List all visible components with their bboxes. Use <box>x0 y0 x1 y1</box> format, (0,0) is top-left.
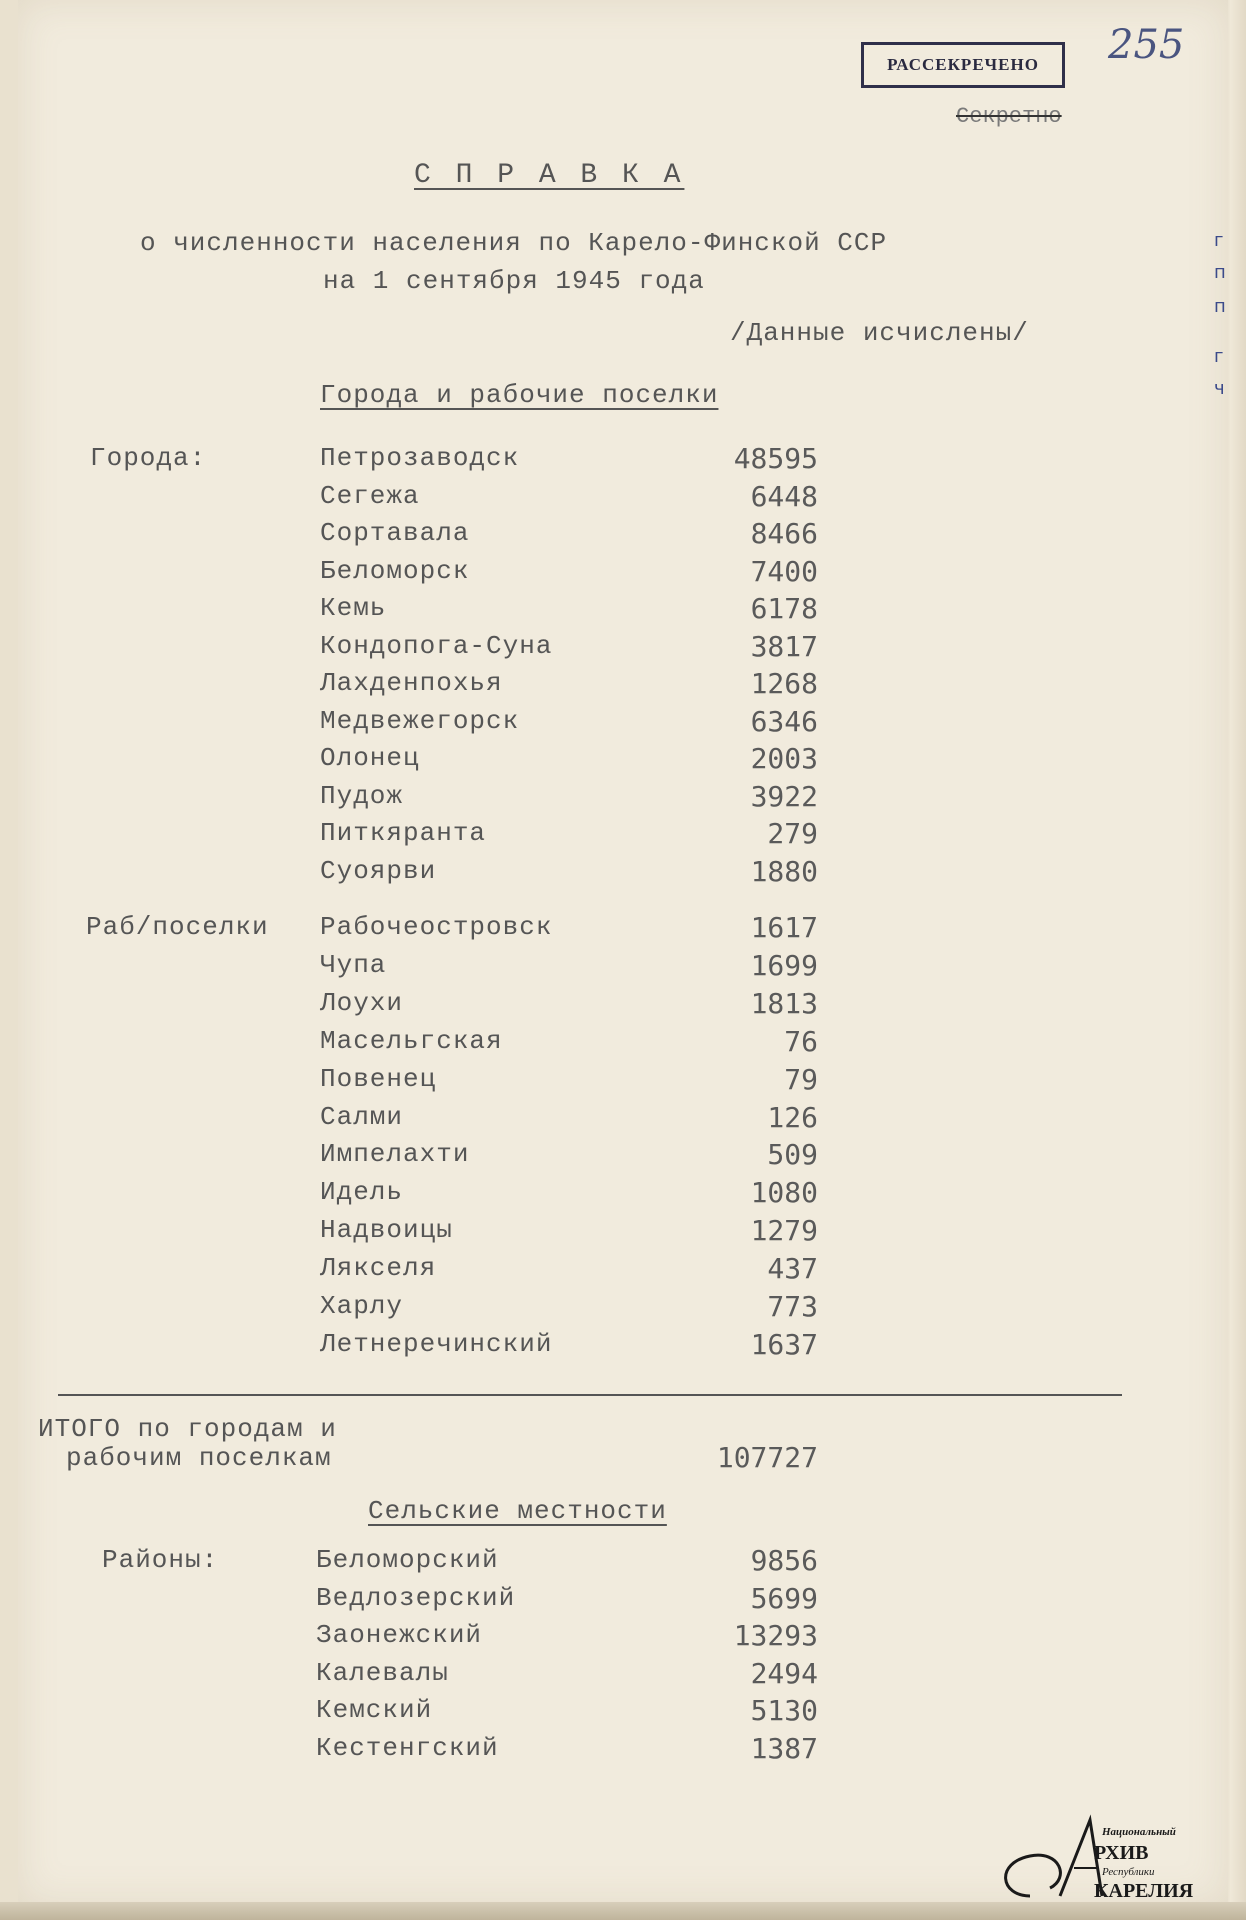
list-item-name: Сегежа <box>320 480 420 511</box>
list-item-name: Импелахти <box>320 1139 470 1170</box>
list-item-name: Лоухи <box>320 987 404 1018</box>
list-item-value: 9856 <box>750 1544 818 1577</box>
list-item-name: Кондопога-Суна <box>320 630 553 661</box>
list-item-value: 8466 <box>750 517 818 550</box>
list-item-name: Летнеречинский <box>320 1328 553 1359</box>
list-item-value: 509 <box>767 1138 818 1172</box>
list-item-value: 1637 <box>750 1327 818 1361</box>
list-item-value: 7400 <box>750 554 818 588</box>
list-item-value: 13293 <box>733 1619 818 1653</box>
logo-text-1: Национальный <box>1102 1826 1176 1838</box>
logo-text-3: Республики <box>1102 1866 1155 1878</box>
list-item-value: 1268 <box>750 667 818 700</box>
list-item-name: Сортавала <box>320 518 470 548</box>
list-item-value: 6448 <box>750 479 818 513</box>
list-item-name: Питкяранта <box>320 818 487 848</box>
list-item-value: 48595 <box>733 442 818 475</box>
list-item-name: Идель <box>320 1177 404 1208</box>
declassified-stamp: РАССЕКРЕЧЕНО <box>861 42 1065 88</box>
archive-logo <box>990 1808 1220 1908</box>
list-item-value: 79 <box>784 1062 818 1096</box>
section-rural-heading: Сельские местности <box>368 1496 667 1526</box>
list-item-name: Беломорск <box>320 555 470 586</box>
list-item-name: Пудож <box>320 780 404 811</box>
list-item-value: 1387 <box>750 1732 818 1765</box>
list-item-value: 3817 <box>750 629 818 663</box>
page-bottom-edge <box>0 1902 1246 1920</box>
list-item-name: Чупа <box>320 949 387 980</box>
list-item-name: Кестенгский <box>316 1733 499 1763</box>
list-item-name: Беломорский <box>316 1545 499 1575</box>
total-label-line-1: ИТОГО по городам и <box>38 1414 337 1444</box>
list-item-value: 773 <box>767 1290 818 1323</box>
list-item-name: Заонежский <box>316 1620 483 1651</box>
list-item-name: Харлу <box>320 1291 404 1321</box>
document-title: С П Р А В К А <box>414 160 685 191</box>
list-item-name: Рабочеостровск <box>320 912 553 942</box>
logo-text-2: РХИВ <box>1094 1842 1149 1864</box>
list-item-value: 5130 <box>750 1694 818 1728</box>
list-item-value: 1880 <box>750 854 818 888</box>
list-item-value: 1279 <box>750 1214 818 1248</box>
total-label-line-2: рабочим поселкам <box>66 1443 332 1473</box>
list-item-name: Кемь <box>320 593 387 623</box>
struck-classification: Секретно <box>956 104 1062 129</box>
list-item-value: 5699 <box>750 1581 818 1615</box>
data-note: /Данные исчислены/ <box>730 318 1029 348</box>
list-item-name: Кемский <box>316 1695 433 1726</box>
list-item-name: Масельгская <box>320 1025 503 1056</box>
cities-label: Города: <box>90 443 207 473</box>
list-item-name: Лахденпохья <box>320 668 503 698</box>
list-item-value: 1080 <box>750 1176 818 1210</box>
list-item-value: 3922 <box>750 779 818 813</box>
list-item-name: Олонец <box>320 743 420 773</box>
document-page: РАССЕКРЕЧЕНО Секретно 255 С П Р А В К А о численности населения по Карело-Финской ССР на 1 сентября 1945 года /Данные исчислены/ Города и рабочие поселки Города: Петрозаводск 48595 Сегежа 6448 Сортавала 8466 Беломорск 7400 Кемь 6178 Кондопога-Суна 3817 Лахденпохья 1268 Медвежегорск 6346 Олонец 2003 Пудож 3922 Питкяранта 279 Суоярви 1880 Раб/поселки Рабочеостровск 1617 Чупа 1699 Лоухи 1813 Масельгская 76 Повенец 79 Салми 126 Импелахти 509 Идель 1080 Надвоицы 1279 Лякселя 437 Харлу 773 Летнеречинский 1637 ИТОГО по городам и рабочим поселкам 107727 Сельские местности Районы: Беломорский 9856 Ведлозерский 5699 Заонежский 13293 Калевалы 2494 Кемский 5130 Кестенгский 1387 г п п г ч <box>18 0 1228 1905</box>
list-item-value: 6346 <box>750 704 818 738</box>
section-urban-heading: Города и рабочие поселки <box>320 380 719 410</box>
total-divider <box>58 1394 1122 1396</box>
list-item-value: 1699 <box>750 948 818 982</box>
list-item-name: Калевалы <box>316 1657 449 1688</box>
logo-text-4: КАРЕЛИЯ <box>1094 1880 1194 1902</box>
list-item-name: Ведлозерский <box>316 1582 516 1613</box>
list-item-value: 1813 <box>750 986 818 1020</box>
list-item-name: Медвежегорск <box>320 705 520 736</box>
list-item-value: 1617 <box>750 911 818 944</box>
list-item-name: Петрозаводск <box>320 443 520 473</box>
list-item-value: 437 <box>767 1252 818 1286</box>
settlements-label: Раб/поселки <box>86 912 269 942</box>
list-item-value: 2494 <box>750 1656 818 1690</box>
list-item-name: Повенец <box>320 1063 437 1094</box>
subtitle-line-2: на 1 сентября 1945 года <box>323 266 705 296</box>
list-item-name: Надвоицы <box>320 1215 453 1246</box>
total-value: 107727 <box>716 1441 818 1474</box>
folio-number: 255 <box>1108 22 1185 68</box>
list-item-value: 2003 <box>750 742 818 775</box>
list-item-value: 6178 <box>750 592 818 625</box>
list-item-name: Суоярви <box>320 855 437 886</box>
list-item-value: 76 <box>784 1024 818 1058</box>
list-item-name: Салми <box>320 1101 404 1132</box>
list-item-value: 279 <box>767 817 818 850</box>
list-item-name: Лякселя <box>320 1253 437 1284</box>
list-item-value: 126 <box>767 1100 818 1134</box>
districts-label: Районы: <box>102 1545 219 1575</box>
subtitle-line-1: о численности населения по Карело-Финской ССР <box>140 228 888 258</box>
